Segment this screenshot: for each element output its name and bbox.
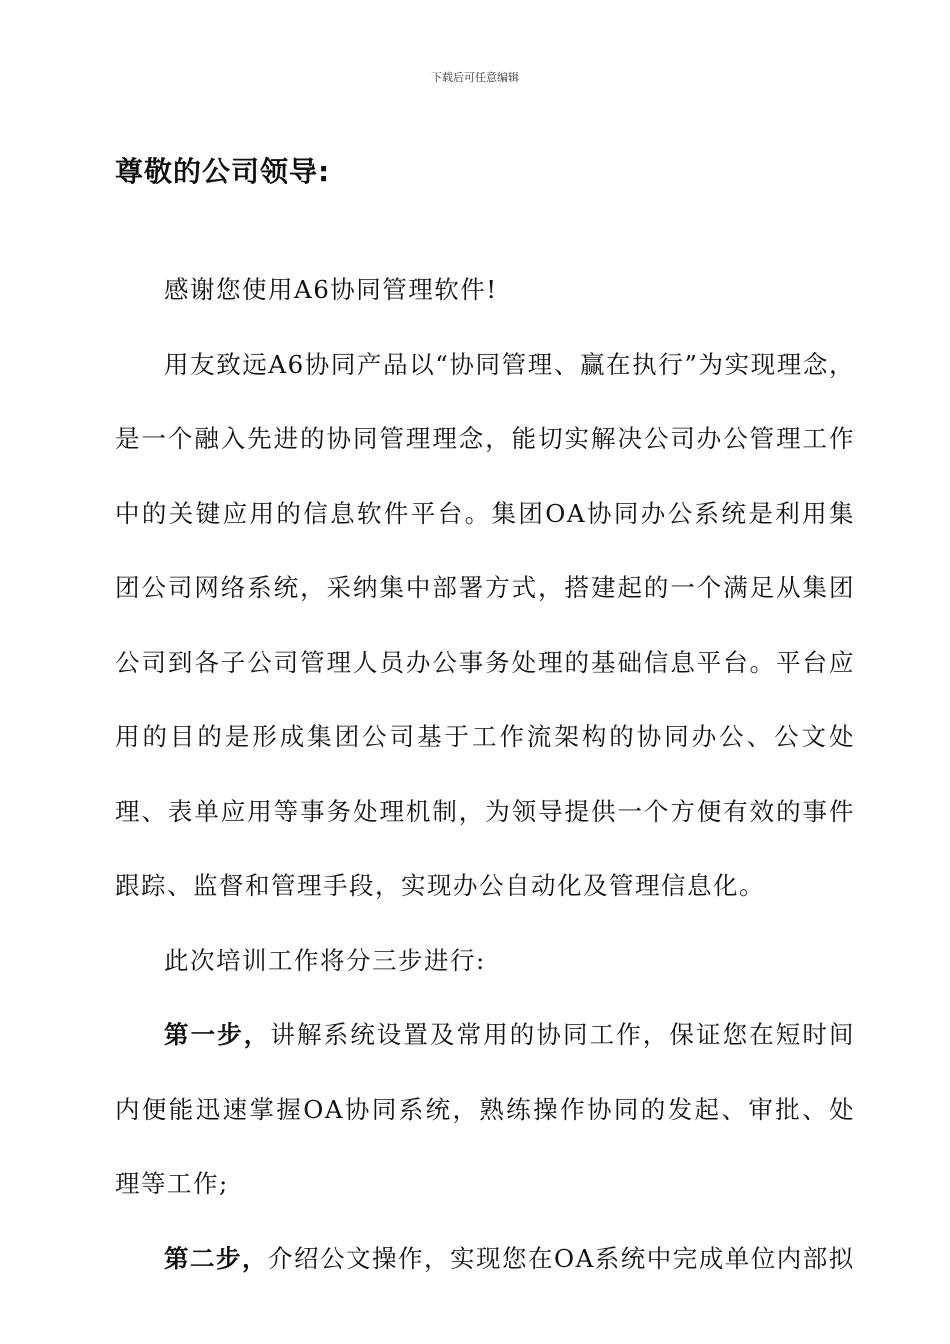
step-one-text: 讲解系统设置及常用的协同工作，保证您在短时间内便能迅速掌握OA协同系统，熟练操作协同的发起、审批、处理等工作; <box>115 1020 856 1198</box>
step-two-label: 第二步， <box>164 1243 268 1273</box>
paragraph-training-steps: 此次培训工作将分三步进行: <box>164 945 486 975</box>
page-header: 下载后可任意编辑 <box>431 71 519 84</box>
paragraph-thanks: 感谢您使用A6协同管理软件! <box>164 275 498 304</box>
step-two-text: 介绍公文操作，实现您在OA系统中完成单位内部拟 <box>268 1243 855 1273</box>
step-one-label: 第一步， <box>164 1020 271 1049</box>
paragraph-step-two <box>115 1222 855 1297</box>
salutation-heading: 尊敬的公司领导: <box>115 155 331 188</box>
paragraph-intro: 用友致远A6协同产品以“协同管理、赢在执行”为实现理念，是一个融入先进的协同管理理念，能切实解决公司办公管理工作中的关键应用的信息软件平台。集团OA协同办公系统是利用集团公司网络系统，采纳集中部署方式，搭建起的一个满足从集团公司到各子公司管理人员办公事务处理的基础信息平台。平台应用的目的是形成集团公司基于工作流架构的协同办公、公文处理、表单应用等事务处理机制，为领导提供一个方便有效的事件跟踪、监督和管理手段，实现办公自动化及管理信息化。 <box>115 349 855 900</box>
paragraph-step-one <box>115 998 855 1222</box>
letter-body <box>115 253 855 1296</box>
